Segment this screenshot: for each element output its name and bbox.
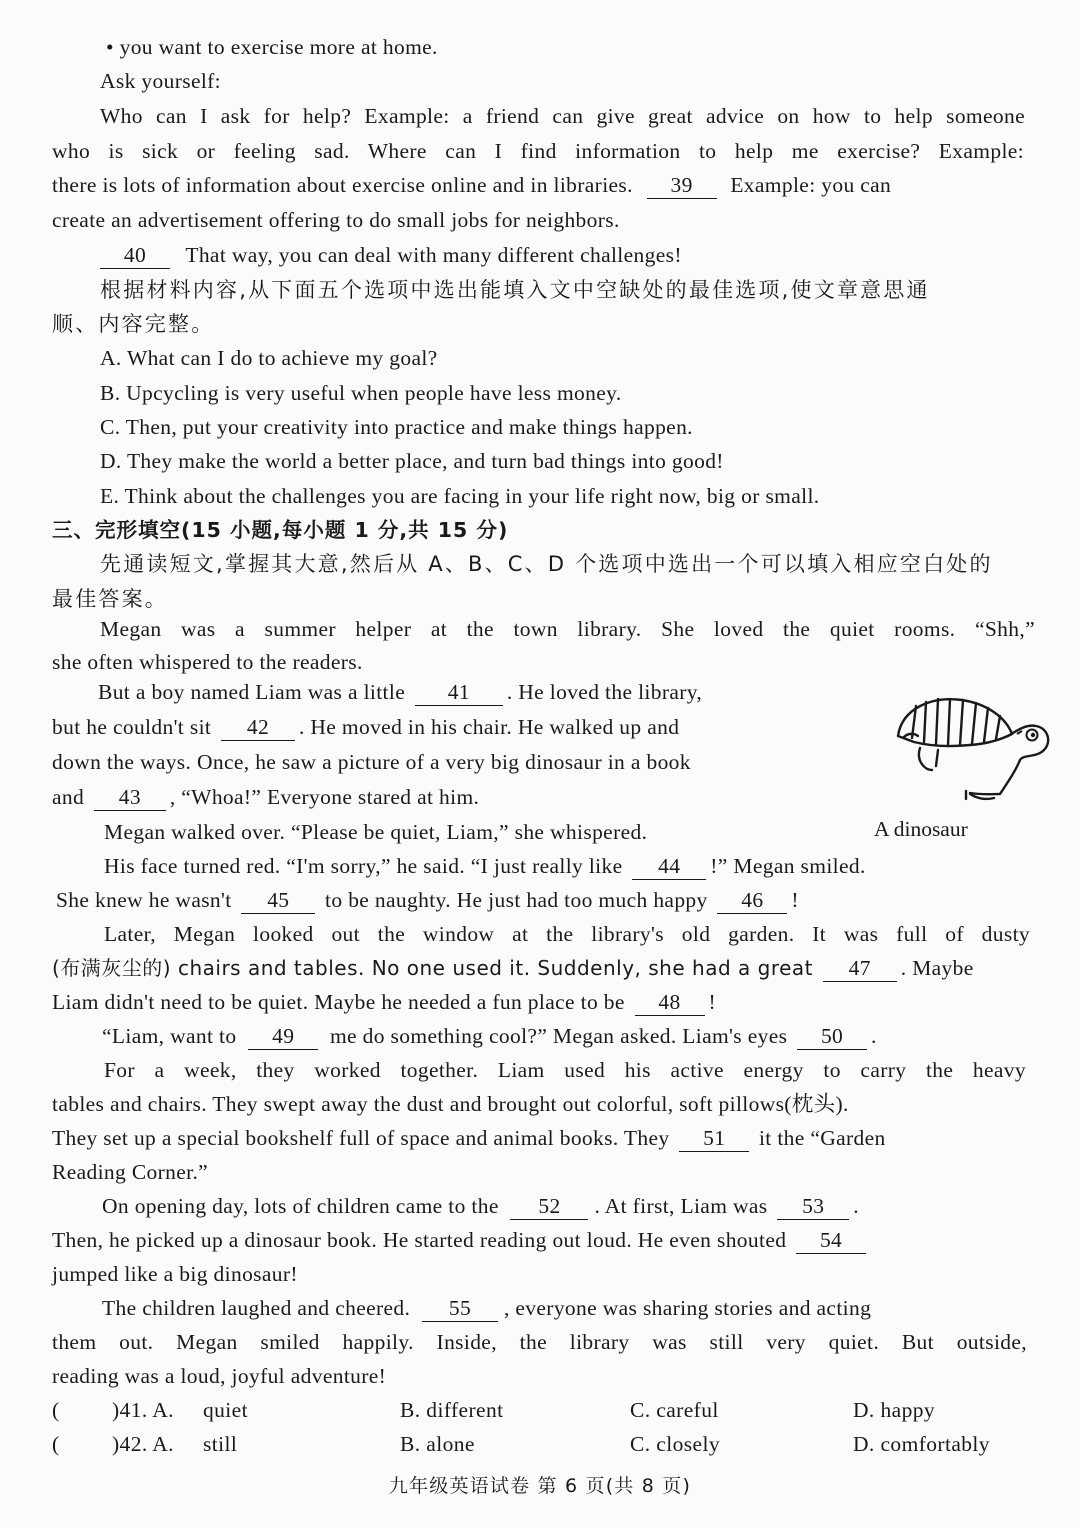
para2-text: That way, you can deal with many different challenges!: [185, 243, 682, 267]
part3-instruction-line2: 最佳答案。: [52, 587, 168, 611]
option-b: B. Upcycling is very useful when people have less money.: [100, 381, 622, 405]
story-p2-line4-b: , “Whoa!” Everyone stared at him.: [169, 785, 480, 809]
story-p6-b: me do something cool?” Megan asked. Liam's eyes: [329, 1024, 788, 1048]
story-p4-line2-b: to be naughty. He just had too much happy: [325, 888, 708, 912]
story-p5-line2-a: (布满灰尘的) chairs and tables. No one used it. Suddenly, she had a great: [52, 956, 814, 980]
story-p8-line1-a: On opening day, lots of children came to the: [102, 1194, 499, 1218]
q41-option-a: quiet: [203, 1398, 248, 1422]
section-three-header: 三、完形填空(15 小题,每小题 1 分,共 15 分): [52, 518, 509, 542]
q41-option-b: B. different: [400, 1398, 504, 1422]
story-p2-line4-a: and: [52, 785, 85, 809]
story-p2-line4: [52, 780, 842, 814]
story-p9-line1: [102, 1291, 1032, 1325]
story-p1-line1: Megan was a summer helper at the town library. She loved the quiet rooms. “Shh,”: [100, 617, 1035, 641]
story-p7-line2-text: tables and chairs. They swept away the dust and brought out colorful, soft pillows(枕头).: [52, 1092, 849, 1116]
story-p2-line2-a: but he couldn't sit: [52, 715, 212, 739]
blank-49: 49: [248, 1023, 318, 1050]
para1-line1: Who can I ask for help? Example: a friend can give great advice on how to help someone: [100, 104, 1025, 128]
page-footer: 九年级英语试卷 第 6 页(共 8 页): [388, 1475, 692, 1497]
story-p5-line3-b: !: [708, 990, 717, 1014]
blank-47: 47: [823, 955, 897, 982]
q42-option-d: D. comfortably: [853, 1432, 990, 1456]
para1-line2: who is sick or feeling sad. Where can I find information to help me exercise? Example:: [52, 139, 1024, 163]
story-p9-line1-b: , everyone was sharing stories and acting: [503, 1296, 872, 1320]
story-p9-line3: reading was a loud, joyful adventure!: [52, 1364, 387, 1388]
q42-option-b: B. alone: [400, 1432, 475, 1456]
story-p2-line1: [98, 675, 838, 709]
para1-line3-text-b: Example: you can: [730, 173, 892, 197]
story-p7-line2: [52, 1087, 1027, 1121]
blank-50: 50: [797, 1023, 867, 1050]
story-p1-line2: she often whispered to the readers.: [52, 650, 363, 674]
blank-43: 43: [94, 784, 166, 811]
story-p5-line1: Later, Megan looked out the window at the library's old garden. It was full of dusty: [104, 922, 1030, 946]
story-p7-line3: [52, 1121, 1032, 1155]
option-a: A. What can I do to achieve my goal?: [100, 346, 438, 370]
story-p2-line3: down the ways. Once, he saw a picture of a very big dinosaur in a book: [52, 750, 691, 774]
blank-52: 52: [510, 1193, 588, 1220]
q41-option-c: C. careful: [630, 1398, 719, 1422]
q41-paren: (: [52, 1398, 60, 1422]
blank-51: 51: [679, 1125, 749, 1152]
story-p8-line1-b: . At first, Liam was: [594, 1194, 768, 1218]
story-p4-line1: [104, 849, 1034, 883]
story-p5-line3-a: Liam didn't need to be quiet. Maybe he needed a fun place to be: [52, 990, 625, 1014]
blank-46: 46: [717, 887, 787, 914]
blank-44: 44: [632, 853, 706, 880]
option-d: D. They make the world a better place, and turn bad things into good!: [100, 449, 724, 473]
story-p4-line2-c: !: [791, 888, 799, 912]
story-p5-line3: [52, 985, 1032, 1019]
blank-39: 39: [647, 172, 717, 199]
q42-paren: (: [52, 1432, 60, 1456]
part2-instruction-line2: 顺、内容完整。: [52, 312, 215, 336]
para1-line3-text-a: there is lots of information about exercise online and in libraries.: [52, 173, 633, 197]
blank-41: 41: [415, 679, 503, 706]
story-p7-line3-a: They set up a special bookshelf full of space and animal books. They: [52, 1126, 670, 1150]
story-p5-line2-b: . Maybe: [900, 956, 974, 980]
ask-yourself-label: Ask yourself:: [100, 69, 221, 93]
story-p6-line: [102, 1019, 1032, 1053]
story-p9-line2: them out. Megan smiled happily. Inside, the library was still very quiet. But outside,: [52, 1330, 1027, 1354]
q42-option-a: still: [203, 1432, 238, 1456]
story-p2-line1-b: . He loved the library,: [506, 680, 703, 704]
story-p4-line2-a: She knew he wasn't: [56, 888, 232, 912]
story-p3-line: Megan walked over. “Please be quiet, Liam,” she whispered.: [104, 820, 648, 844]
story-p8-line2-a: Then, he picked up a dinosaur book. He started reading out loud. He even shouted: [52, 1228, 787, 1252]
q41-number: )41. A.: [112, 1398, 174, 1422]
q42-option-c: C. closely: [630, 1432, 720, 1456]
story-p8-line1: [102, 1189, 1032, 1223]
blank-45: 45: [241, 887, 315, 914]
story-p2-line1-a: But a boy named Liam was a little: [98, 680, 406, 704]
blank-55: 55: [422, 1295, 498, 1322]
story-p4-line2: [56, 883, 1036, 917]
para2-line: [100, 238, 1080, 272]
option-e: E. Think about the challenges you are facing in your life right now, big or small.: [100, 484, 820, 508]
part2-instruction-line1: 根据材料内容,从下面五个选项中选出能填入文中空缺处的最佳选项,使文章意思通: [100, 278, 930, 302]
q41-option-d: D. happy: [853, 1398, 936, 1422]
blank-42: 42: [221, 714, 295, 741]
story-p8-line2: [52, 1223, 1032, 1257]
story-p4-line1-a: His face turned red. “I'm sorry,” he said. “I just really like: [104, 854, 623, 878]
blank-53: 53: [777, 1193, 849, 1220]
story-p4-line1-b: !” Megan smiled.: [710, 854, 866, 878]
dinosaur-caption: A dinosaur: [874, 817, 968, 841]
story-p9-line1-a: The children laughed and cheered.: [102, 1296, 411, 1320]
story-p8-line3: jumped like a big dinosaur!: [52, 1262, 298, 1286]
blank-54: 54: [796, 1227, 866, 1254]
story-p7-line4: Reading Corner.”: [52, 1160, 209, 1184]
option-c: C. Then, put your creativity into practice and make things happen.: [100, 415, 693, 439]
part3-instruction-line1: 先通读短文,掌握其大意,然后从 A、B、C、D 个选项中选出一个可以填入相应空白处的: [100, 552, 993, 576]
story-p7-line3-b: it the “Garden: [758, 1126, 886, 1150]
q42-number: )42. A.: [112, 1432, 174, 1456]
para1-line3: [52, 168, 1032, 202]
blank-48: 48: [635, 989, 705, 1016]
blank-40: 40: [100, 242, 170, 269]
para1-line4: create an advertisement offering to do small jobs for neighbors.: [52, 208, 620, 232]
story-p8-line1-c: .: [853, 1194, 859, 1218]
story-p7-line1: For a week, they worked together. Liam used his active energy to carry the heavy: [104, 1058, 1026, 1082]
story-p6-a: “Liam, want to: [102, 1024, 237, 1048]
story-p6-c: .: [871, 1024, 877, 1048]
story-p5-line2: [52, 951, 1032, 985]
story-p2-line2: [52, 710, 842, 744]
dinosaur-illustration: [890, 690, 1060, 805]
bullet-line: • you want to exercise more at home.: [106, 35, 438, 59]
story-p2-line2-b: . He moved in his chair. He walked up and: [298, 715, 680, 739]
